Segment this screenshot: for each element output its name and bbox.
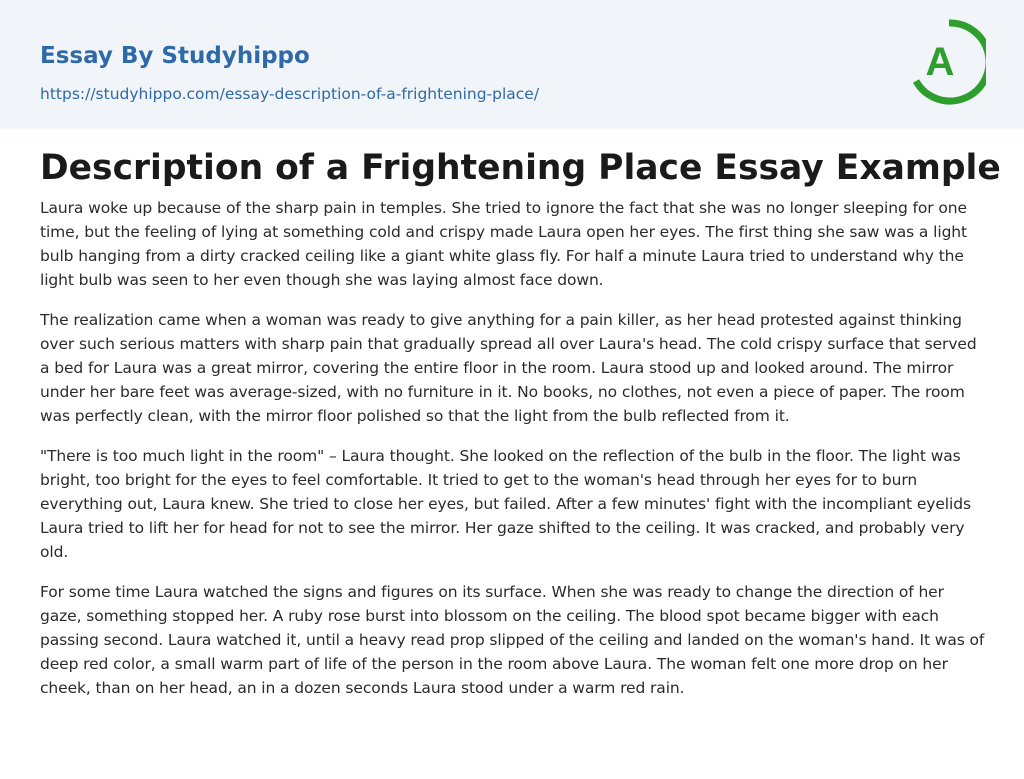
article-paragraph-4: For some time Laura watched the signs and figures on its surface. When she was ready to change the direction of her gaze, something stopped her. A ruby rose burst into blossom on the ceiling. The blood spot became bigger with each passing second. Laura watched it, until a heavy read prop slipped of the ceiling and landed on the woman's hand. It was of deep red color, a small warm part of life of the person in the room above Laura. The woman felt one more drop on her cheek, than on her head, an in a dozen seconds Laura stood under a warm red rain.: [40, 583, 985, 697]
studyhippo-logo-icon[interactable]: [912, 19, 986, 105]
article-title: Description of a Frightening Place Essay Example: [40, 148, 1001, 188]
article-paragraph-3: "There is too much light in the room" – Laura thought. She looked on the reflection of the bulb in the floor. The light was bright, too bright for the eyes to feel comfortable. It tried to get to the woman's head through her eyes for to burn everything out, Laura knew. She tried to close her eyes, but failed. After a few minutes' fight with the incompliant eyelids Laura tried to lift her for head for not to see the mirror. Her gaze shifted to the ceiling. It was cracked, and probably very old.: [40, 447, 971, 561]
site-brand[interactable]: Essay By Studyhippo: [40, 43, 310, 69]
article-paragraph-1: Laura woke up because of the sharp pain in temples. She tried to ignore the fact that she was no longer sleeping for one time, but the feeling of lying at something cold and crispy made Laura open her eyes. The first thing she saw was a light bulb hanging from a dirty cracked ceiling like a giant white glass fly. For half a minute Laura tried to understand why the light bulb was seen to her even though she was laying almost face down.: [40, 199, 968, 289]
article: [40, 146, 1001, 700]
logo-letter: A: [925, 40, 955, 84]
site-header: [0, 0, 1024, 129]
article-paragraph-2: The realization came when a woman was ready to give anything for a pain killer, as her head protested against thinking over such serious matters with sharp pain that gradually spread all over Laura's head. The cold crispy surface that served a bed for Laura was a great mirror, covering the entire floor in the room. Laura stood up and looked around. The mirror under her bare feet was average-sized, with no furniture in it. No books, no clothes, not even a piece of paper. The room was perfectly clean, with the mirror floor polished so that the light from the bulb reflected from it.: [40, 311, 977, 425]
page-url-link[interactable]: https://studyhippo.com/essay-description-of-a-frightening-place/: [40, 85, 540, 103]
